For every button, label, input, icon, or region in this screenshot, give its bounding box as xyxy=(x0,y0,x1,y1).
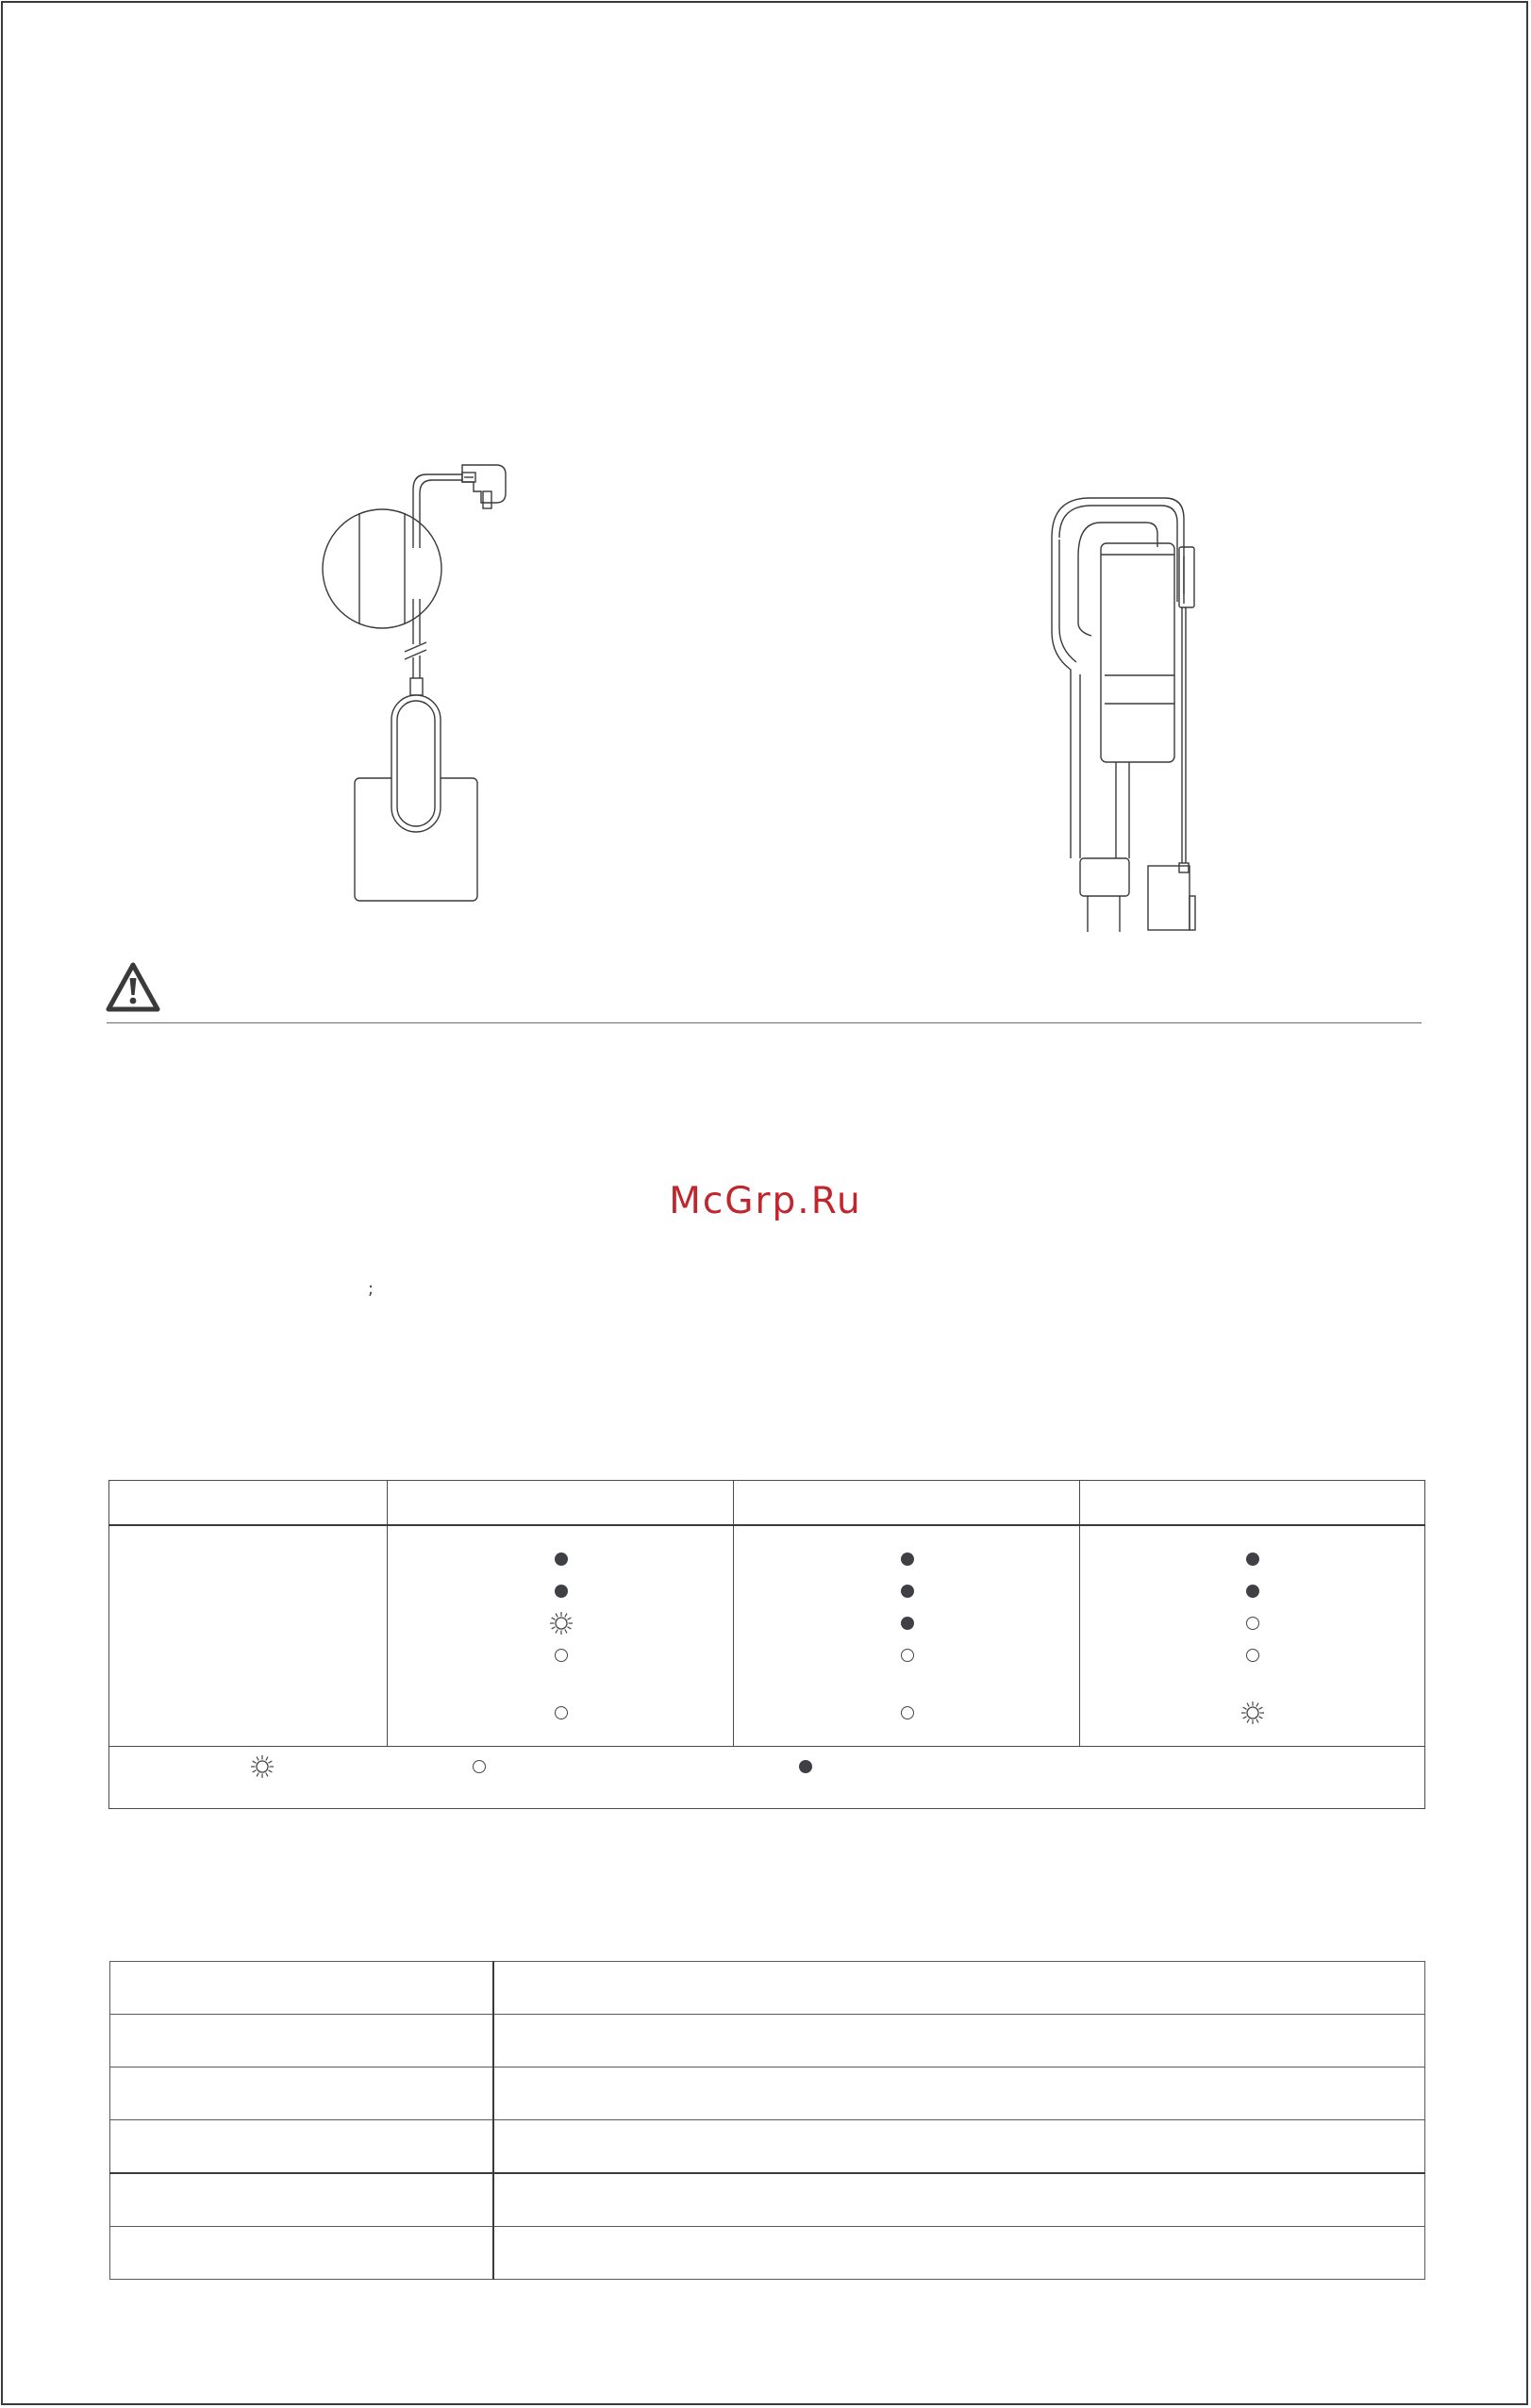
vacuum-dock-illustration xyxy=(1042,490,1203,938)
spec-value-cell xyxy=(493,2227,1425,2280)
spec-value-cell xyxy=(493,2120,1425,2174)
led-off-icon xyxy=(473,1760,486,1773)
led-table-body-row xyxy=(109,1525,1425,1747)
warning-triangle-icon xyxy=(106,962,160,1013)
led-legend-row xyxy=(109,1747,1425,1809)
header-cell xyxy=(388,1481,734,1526)
spec-value-cell xyxy=(493,2173,1425,2227)
led-on-icon xyxy=(555,1553,568,1566)
led-on-icon xyxy=(901,1585,914,1598)
spec-key-cell xyxy=(110,2120,494,2174)
led-on-icon xyxy=(555,1585,568,1598)
led-status-table xyxy=(108,1480,1425,1809)
spec-key-cell xyxy=(110,2227,494,2280)
spec-key-cell xyxy=(110,2015,494,2068)
warning-divider xyxy=(107,1022,1422,1023)
spec-key-cell xyxy=(110,1962,494,2015)
led-column-1 xyxy=(388,1525,734,1747)
spec-value-cell xyxy=(493,1962,1425,2015)
led-on-icon xyxy=(901,1617,914,1630)
spec-table xyxy=(109,1961,1425,2280)
led-off-icon xyxy=(555,1706,568,1719)
charger-adapter-illustration xyxy=(311,457,538,905)
header-cell xyxy=(734,1481,1080,1526)
led-on-icon xyxy=(901,1553,914,1566)
led-on-icon xyxy=(1246,1553,1259,1566)
watermark-text: McGrp.Ru xyxy=(669,1180,862,1222)
led-off-icon xyxy=(901,1649,914,1662)
led-blinking-icon xyxy=(250,1754,275,1779)
led-off-icon xyxy=(1246,1617,1259,1630)
led-off-icon xyxy=(901,1706,914,1719)
spec-row xyxy=(110,2120,1425,2174)
header-cell xyxy=(109,1481,388,1526)
spec-value-cell xyxy=(493,2015,1425,2068)
led-blinking-icon xyxy=(549,1611,574,1636)
led-table-header-row xyxy=(109,1481,1425,1526)
led-column-3 xyxy=(1080,1525,1425,1747)
led-column-2 xyxy=(734,1525,1080,1747)
led-legend-cell xyxy=(109,1747,1425,1809)
header-cell xyxy=(1080,1481,1425,1526)
led-on-icon xyxy=(799,1760,812,1773)
stray-punctuation: ; xyxy=(368,1279,374,1299)
spec-value-cell xyxy=(493,2068,1425,2120)
led-on-icon xyxy=(1246,1585,1259,1598)
spec-row xyxy=(110,2015,1425,2068)
spec-key-cell xyxy=(110,2173,494,2227)
spec-row xyxy=(110,1962,1425,2015)
row-label-cell xyxy=(109,1525,388,1747)
spec-key-cell xyxy=(110,2068,494,2120)
led-off-icon xyxy=(555,1649,568,1662)
spec-row xyxy=(110,2227,1425,2280)
led-off-icon xyxy=(1246,1649,1259,1662)
spec-row xyxy=(110,2173,1425,2227)
spec-row xyxy=(110,2068,1425,2120)
led-blinking-icon xyxy=(1240,1701,1265,1725)
